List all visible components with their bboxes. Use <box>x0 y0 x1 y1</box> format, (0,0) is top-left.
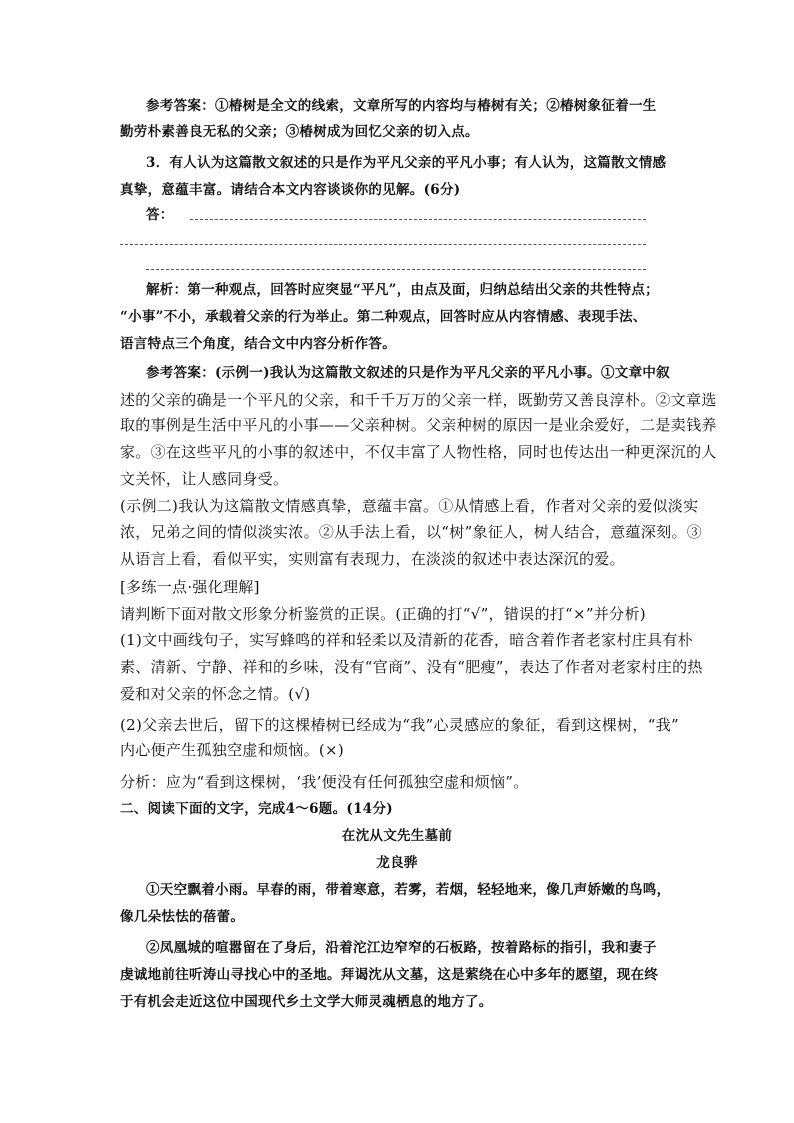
item-1-line-1: (1)文中画线句子，实写蜂鸣的祥和轻柔以及清新的花香，暗含着作者老家村庄具有朴 <box>120 631 693 649</box>
answer-line-3 <box>146 269 646 270</box>
article-author: 龙良骅 <box>376 855 418 871</box>
analysis-line-1: 解析：第一种观点，回答时应突显“平凡”，由点及面，归纳总结出父亲的共性特点； <box>146 282 659 298</box>
item-2-analysis: 分析：应为“看到这棵树，‘我’便没有任何孤独空虚和烦恼”。 <box>120 773 529 791</box>
answer-1-line-2: 勤劳朴素善良无私的父亲；③椿树成为回忆父亲的切入点。 <box>120 124 479 140</box>
practice-heading: [多练一点·强化理解] <box>120 578 260 596</box>
analysis-line-2: “小事”不小，承载着父亲的行为举止。第二种观点，回答时应从内容情感、表现手法、 <box>120 309 647 325</box>
paragraph-2-line-1: ②凤凰城的喧嚣留在了身后，沿着沱江边窄窄的石板路，按着路标的指引，我和妻子 <box>146 940 657 956</box>
paragraph-2-line-2: 虔诚地前往听涛山寻找心中的圣地。拜谒沈从文墓，这是萦绕在心中多年的愿望，现在终 <box>120 967 659 983</box>
practice-instruction: 请判断下面对散文形象分析鉴赏的正误。(正确的打“√”，错误的打“×”并分析) <box>120 605 646 623</box>
question-3-line-2: 真挚，意蕴丰富。请结合本文内容谈谈你的见解。(6分) <box>120 182 461 198</box>
item-1-line-2: 素、清新、宁静、祥和的乡味，没有“官商”、没有“肥瘦”，表达了作者对老家村庄的热 <box>120 658 703 676</box>
question-3-line-1: 3．有人认为这篇散文叙述的只是作为平凡父亲的平凡小事；有人认为，这篇散文情感 <box>146 155 667 171</box>
answer-line-2 <box>120 244 646 245</box>
example-2-line-2: 浓，兄弟之间的情似淡实浓。②从手法上看，以“树”象征人，树人结合，意蕴深刻。③ <box>120 523 703 541</box>
answer-3-line-5: 文关怀，让人感同身受。 <box>120 470 289 488</box>
answer-3-line-4: 家。③在这些平凡的小事的叙述中，不仅丰富了人物性格，同时也传达出一种更深沉的人 <box>120 443 717 461</box>
answer-3-line-3: 取的事例是生活中平凡的小事——父亲种树。父亲种树的原因一是业余爱好，二是卖钱养 <box>120 416 717 434</box>
answer-3-line-1: 参考答案：(示例一)我认为这篇散文叙述的只是作为平凡父亲的平凡小事。①文章中叙 <box>146 365 670 381</box>
example-2-line-1: (示例二)我认为这篇散文情感真挚，意蕴丰富。①从情感上看，作者对父亲的爱似淡实 <box>120 497 699 515</box>
item-1-line-3: 爱和对父亲的怀念之情。(√) <box>120 685 311 703</box>
analysis-line-3: 语言特点三个角度，结合文中内容分析作答。 <box>120 336 396 352</box>
paragraph-1-line-1: ①天空飘着小雨。早春的雨，带着寒意，若雾，若烟，轻轻地来，像几声娇嫩的鸟鸣， <box>146 882 671 898</box>
answer-1-line-1: 参考答案：①椿树是全文的线索，文章所写的内容均与椿树有关；②椿树象征着一生 <box>146 98 657 114</box>
item-2-line-1: (2)父亲去世后，留下的这棵椿树已经成为“我”心灵感应的象征，看到这棵树，“我” <box>120 716 679 734</box>
section-2-heading: 二、阅读下面的文字，完成4～6题。(14分) <box>120 801 393 817</box>
answer-label: 答： <box>146 207 174 223</box>
item-2-line-2: 内心便产生孤独空虚和烦恼。(×) <box>120 741 345 759</box>
article-title: 在沈从文先生墓前 <box>341 828 453 844</box>
paragraph-2-line-3: 于有机会走近这位中国现代乡土文学大师灵魂栖息的地方了。 <box>120 994 493 1010</box>
example-2-line-3: 从语言上看，看似平实，实则富有表现力，在淡淡的叙述中表达深沉的爱。 <box>120 550 625 568</box>
paragraph-1-line-2: 像几朵怯怯的蓓蕾。 <box>120 909 245 925</box>
answer-line-1 <box>190 219 646 220</box>
answer-3-line-2: 述的父亲的确是一个平凡的父亲，和千千万万的父亲一样，既勤劳又善良淳朴。②文章选 <box>120 391 717 409</box>
